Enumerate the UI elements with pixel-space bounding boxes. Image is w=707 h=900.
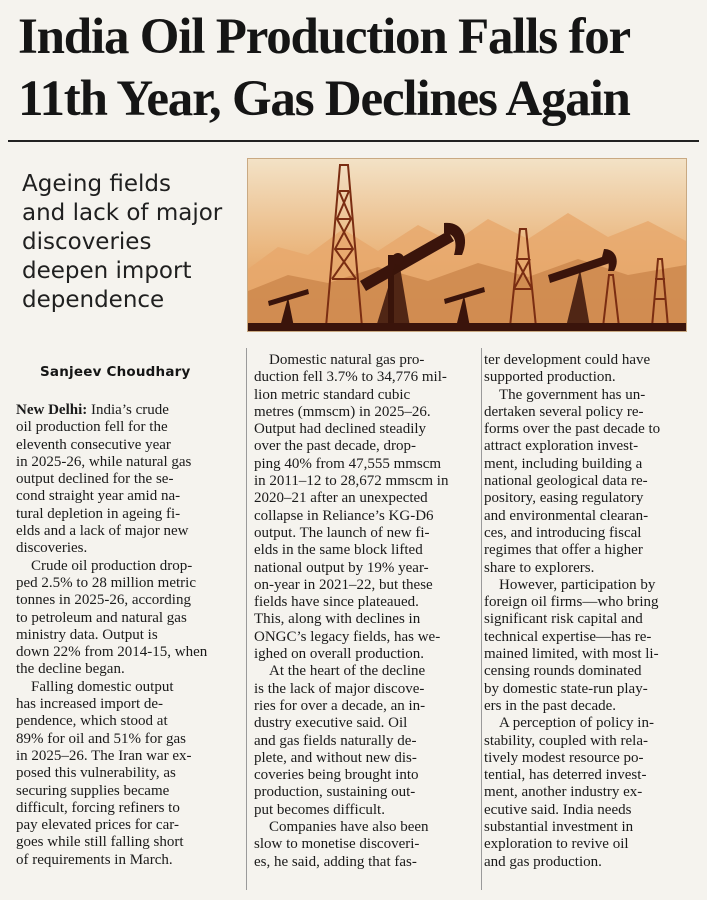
article-line: tural depletion in ageing fi-: [16, 505, 181, 522]
article-subheadline: [22, 170, 242, 315]
article-line: [16, 402, 239, 419]
article-line: cond straight year amid na-: [16, 488, 181, 505]
dateline: New Delhi:: [16, 402, 88, 418]
article-column-2: [254, 352, 479, 871]
article-line: output declined for the se-: [16, 471, 174, 488]
article-line: A perception of policy in-: [499, 715, 654, 732]
article-line: slow to monetise discoveri-: [254, 836, 420, 853]
article-line: duction fell 3.7% to 34,776 mil-: [254, 369, 447, 386]
article-line: collapse in Reliance’s KG-D6: [254, 507, 434, 524]
article-line: This, along with declines in: [254, 611, 421, 628]
article-line: substantial investment in: [484, 819, 634, 836]
article-line: pository, easing regulatory: [484, 490, 644, 507]
article-line: ces, and introducing fiscal: [484, 524, 642, 541]
article-line: goes while still falling short: [16, 834, 184, 851]
article-line: mained limited, with most li-: [484, 646, 659, 663]
article-line: ries for over a decade, an in-: [254, 697, 426, 714]
article-line: ping 40% from 47,555 mmscm: [254, 455, 442, 472]
article-line: pay elevated prices for car-: [16, 817, 179, 834]
article-line: The government has un-: [499, 386, 646, 403]
article-line: in 2011–12 to 28,672 mmscm in: [254, 473, 449, 490]
subhead-line-3: discoveries: [22, 229, 152, 255]
article-column-3: [484, 352, 694, 871]
article-line: dustry executive said. Oil: [254, 715, 408, 732]
article-line: significant risk capital and: [484, 611, 643, 628]
article-line: ers in the past decade.: [484, 697, 617, 714]
article-line: elds in the same block lifted: [254, 542, 423, 559]
article-line: by domestic state-run play-: [484, 680, 648, 697]
article-line: ONGC’s legacy fields, has we-: [254, 628, 441, 645]
article-line: ministry data. Output is: [16, 626, 158, 643]
article-line: securing supplies became: [16, 782, 170, 799]
article-line: 89% for oil and 51% for gas: [16, 730, 186, 747]
article-line: national geological data re-: [484, 473, 648, 490]
article-line: Output had declined steadily: [254, 421, 427, 438]
article-line: tonnes in 2025-26, according: [16, 592, 191, 609]
subhead-line-5: dependence: [22, 287, 165, 313]
article-line: stability, coupled with rela-: [484, 732, 648, 749]
article-line: regimes that offer a higher: [484, 542, 643, 559]
article-line: put becomes difficult.: [254, 801, 385, 818]
article-line: forms over the past decade to: [484, 421, 661, 438]
article-line: At the heart of the decline: [269, 663, 426, 680]
headline-line-1: India Oil Production Falls for: [18, 9, 630, 65]
subhead-line-1: Ageing fields: [22, 171, 171, 197]
article-line: and gas fields naturally de-: [254, 732, 417, 749]
headline-line-2: 11th Year, Gas Declines Again: [18, 71, 630, 127]
article-line: to petroleum and natural gas: [16, 609, 187, 626]
article-line: the decline began.: [16, 661, 125, 678]
article-line: es, he said, adding that fas-: [254, 853, 417, 870]
article-line: ped 2.5% to 28 million metric: [16, 574, 196, 591]
article-line: ecutive said. India needs: [484, 801, 632, 818]
column-divider-2: [481, 348, 482, 890]
article-line: is the lack of major discove-: [254, 680, 425, 697]
article-line: supported production.: [484, 369, 616, 386]
article-line: national output by 19% year-: [254, 559, 429, 576]
subhead-line-2: and lack of major: [22, 200, 223, 226]
article-line-text: India’s crude: [87, 402, 169, 418]
article-line: share to explorers.: [484, 559, 595, 576]
article-line: coveries being brought into: [254, 767, 419, 784]
article-line: technical expertise—has re-: [484, 628, 652, 645]
article-byline: Sanjeev Choudhary: [40, 364, 191, 380]
article-line: of requirements in March.: [16, 851, 173, 868]
oil-derricks-sunset-illustration: [248, 159, 686, 331]
article-line: ment, another industry ex-: [484, 784, 643, 801]
article-line: elds and a lack of major new: [16, 523, 189, 540]
article-line: difficult, forcing refiners to: [16, 799, 180, 816]
article-line: tively modest resource po-: [484, 749, 644, 766]
article-line: However, participation by: [499, 576, 656, 593]
article-line: in 2025–26. The Iran war ex-: [16, 747, 192, 764]
article-line: censing rounds dominated: [484, 663, 642, 680]
article-column-1: [16, 402, 239, 869]
article-line: ighed on overall production.: [254, 646, 424, 663]
article-line: ter development could have: [484, 352, 651, 368]
article-headline: [18, 6, 698, 130]
article-line: metres (mmscm) in 2025–26.: [254, 403, 431, 420]
article-line: and gas production.: [484, 853, 602, 870]
article-line: on-year in 2021–22, but these: [254, 576, 433, 593]
article-line: posed this vulnerability, as: [16, 765, 176, 782]
article-line: 2020–21 after an unexpected: [254, 490, 428, 507]
article-line: lion metric standard cubic: [254, 386, 411, 403]
article-line: over the past decade, drop-: [254, 438, 417, 455]
article-line: pendence, which stood at: [16, 713, 168, 730]
article-line: has increased import de-: [16, 696, 164, 713]
headline-rule: [8, 140, 699, 142]
article-line: dertaken several policy re-: [484, 403, 644, 420]
subhead-line-4: deepen import: [22, 258, 192, 284]
article-line: exploration to revive oil: [484, 836, 629, 853]
article-line: foreign oil firms—who bring: [484, 594, 659, 611]
article-line: eleventh consecutive year: [16, 436, 171, 453]
article-line: in 2025-26, while natural gas: [16, 453, 192, 470]
article-line: tential, has deterred invest-: [484, 767, 647, 784]
article-line: production, sustaining out-: [254, 784, 416, 801]
article-line: output. The launch of new fi-: [254, 524, 430, 541]
article-line: Domestic natural gas pro-: [269, 352, 425, 368]
article-line: ment, including building a: [484, 455, 643, 472]
article-line: attract exploration invest-: [484, 438, 639, 455]
article-line: and environmental clearan-: [484, 507, 649, 524]
article-line: plete, and without new dis-: [254, 749, 417, 766]
column-divider-1: [246, 348, 247, 890]
oil-derricks-sunset-image: [247, 158, 687, 332]
article-line: down 22% from 2014-15, when: [16, 644, 208, 661]
article-line: Falling domestic output: [31, 678, 174, 695]
article-line: fields have since plateaued.: [254, 594, 419, 611]
article-line: discoveries.: [16, 540, 88, 557]
article-line: Companies have also been: [269, 819, 429, 836]
article-line: Crude oil production drop-: [31, 557, 193, 574]
article-line: oil production fell for the: [16, 419, 168, 436]
